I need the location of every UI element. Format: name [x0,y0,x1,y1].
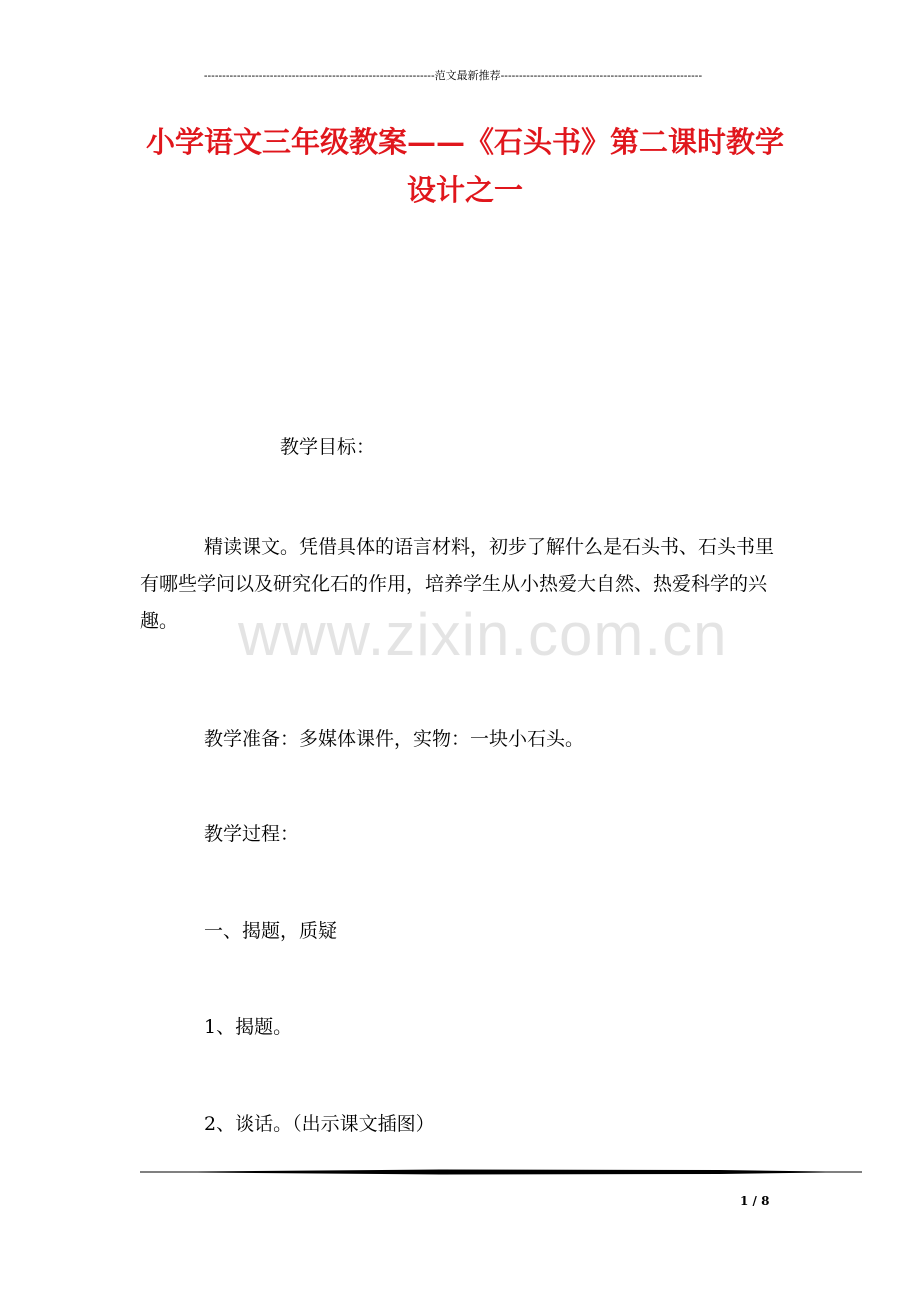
page-header [138,68,768,84]
header-dashes-right: ------------------------------------------------------- [500,70,703,82]
paragraph-objectives-body: 精读课文。凭借具体的语言材料，初步了解什么是石头书、石头书里有哪些学问以及研究化石的作用，培养学生从小热爱大自然、热爱科学的兴趣。 [140,536,775,632]
paragraph-process-heading: 教学过程： [204,823,300,845]
page-number: 1 / 8 [740,1194,770,1208]
header-label: 范文最新推荐 [434,70,501,82]
paragraph-item-one: 1、揭题。 [204,1016,293,1038]
paragraph-section-one: 一、揭题，质疑 [204,920,338,942]
document-title: 小学语文三年级教案——《石头书》第二课时教学设计之一 [145,125,784,207]
paragraph-objectives-heading: 教学目标： [280,436,376,458]
watermark: www.zixin.com.cn [238,601,728,668]
footer-rule [140,1166,862,1178]
paragraph-item-two: 2、谈话。（出示课文插图） [204,1113,435,1135]
paragraph-preparation: 教学准备：多媒体课件，实物：一块小石头。 [204,728,585,750]
header-dashes-left: --------------------------------------------------------------- [203,70,435,82]
